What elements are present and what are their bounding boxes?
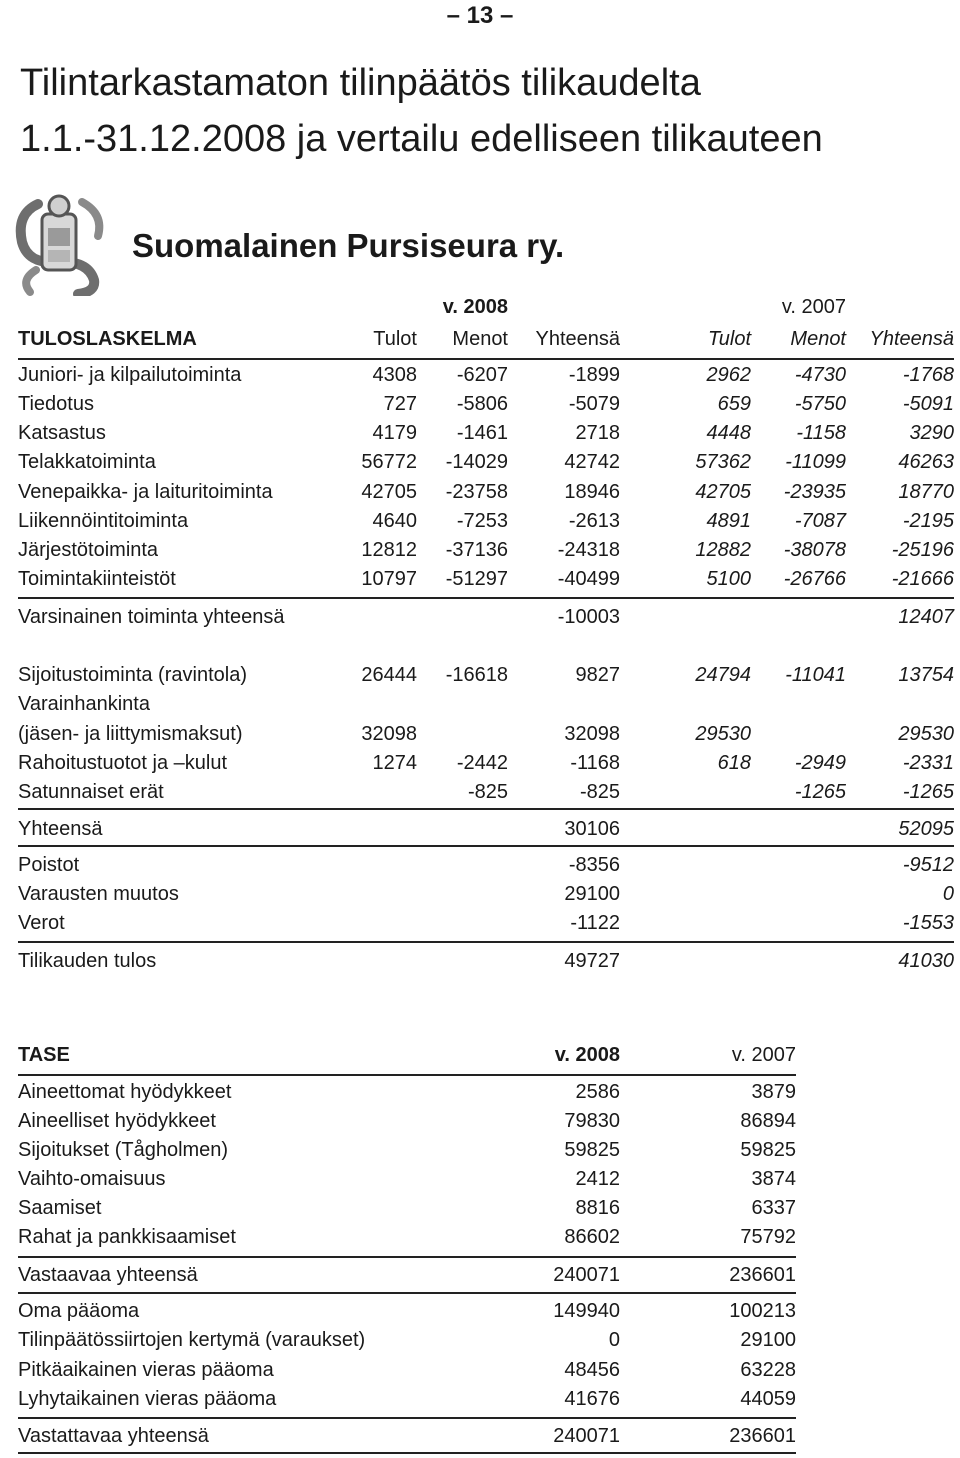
value-cell: -1553 (902, 912, 954, 934)
value-cell: -5750 (794, 393, 846, 415)
page-title (20, 55, 823, 167)
row-label: Liikennöintitoiminta (18, 510, 189, 532)
value-cell: 100213 (729, 1300, 796, 1322)
value-cell: 240071 (553, 1264, 620, 1286)
header-divider (18, 1074, 796, 1076)
value-cell: 52095 (898, 818, 954, 840)
value-cell: 86602 (564, 1226, 620, 1248)
value-cell: -2613 (568, 510, 620, 532)
value-cell: 59825 (740, 1139, 796, 1161)
value-cell: 9827 (575, 664, 620, 686)
value-cell: 75792 (740, 1226, 796, 1248)
value-cell: 4179 (372, 422, 417, 444)
row-label: Verot (18, 912, 65, 934)
column-header: Menot (790, 328, 846, 350)
row-label: Poistot (18, 854, 80, 876)
balance-row (0, 1422, 960, 1451)
value-cell: 18770 (898, 481, 954, 503)
value-cell: -1899 (568, 364, 620, 386)
value-cell: -6207 (456, 364, 508, 386)
row-label: (jäsen- ja liittymismaksut) (18, 723, 243, 745)
row-label: Vastattavaa yhteensä (18, 1425, 209, 1447)
value-cell: -5079 (568, 393, 620, 415)
value-cell: -1168 (570, 752, 620, 774)
value-cell: 2962 (706, 364, 751, 386)
value-cell: -1122 (570, 912, 620, 934)
value-cell: 8816 (575, 1197, 620, 1219)
value-cell: -23758 (445, 481, 508, 503)
value-cell: 2718 (575, 422, 620, 444)
value-cell: 44059 (740, 1388, 796, 1410)
value-cell: 0 (608, 1329, 620, 1351)
row-divider (18, 597, 954, 599)
value-cell: -2442 (456, 752, 508, 774)
balance-row (0, 1136, 960, 1165)
column-header: Yhteensä (535, 328, 620, 350)
value-cell: -10003 (557, 606, 620, 628)
row-label: Aineelliset hyödykkeet (18, 1110, 216, 1132)
value-cell: -1265 (794, 781, 846, 803)
value-cell: -51297 (445, 568, 508, 590)
row-label: Pitkäaikainen vieras pääoma (18, 1359, 274, 1381)
value-cell: -2331 (902, 752, 954, 774)
row-label: Toimintakiinteistöt (18, 568, 176, 590)
value-cell: -4730 (794, 364, 846, 386)
income-row (0, 419, 960, 448)
value-cell: -1461 (456, 422, 508, 444)
income-row (0, 390, 960, 419)
value-cell: 41030 (898, 950, 954, 972)
row-label: Varainhankinta (18, 693, 150, 715)
value-cell: 29530 (695, 723, 751, 745)
title-line-1: Tilintarkastamaton tilinpäätös tilikaudelta (20, 62, 701, 104)
balance-row (0, 1165, 960, 1194)
value-cell: -8356 (568, 854, 620, 876)
income-row (0, 749, 960, 778)
value-cell: 29100 (564, 883, 620, 905)
value-cell: -21666 (891, 568, 954, 590)
value-cell: -2949 (794, 752, 846, 774)
balance-row (0, 1078, 960, 1107)
value-cell: -7253 (456, 510, 508, 532)
value-cell: 56772 (361, 451, 417, 473)
value-cell: 42705 (361, 481, 417, 503)
balance-row (0, 1356, 960, 1385)
income-row (0, 690, 960, 719)
value-cell: 42742 (564, 451, 620, 473)
year-previous-label: v. 2007 (731, 1044, 796, 1066)
balance-row (0, 1326, 960, 1355)
value-cell: 2412 (575, 1168, 620, 1190)
balance-row (0, 1385, 960, 1414)
value-cell: 12882 (695, 539, 751, 561)
value-cell: 57362 (695, 451, 751, 473)
row-label: Telakkatoiminta (18, 451, 156, 473)
balance-row (0, 1107, 960, 1136)
club-logo-icon (8, 184, 112, 296)
row-label: Tiedotus (18, 393, 94, 415)
income-column-header (0, 325, 960, 354)
row-label: Yhteensä (18, 818, 103, 840)
row-label: Vastaavaa yhteensä (18, 1264, 198, 1286)
row-divider (18, 1417, 796, 1419)
income-row (0, 478, 960, 507)
balance-row (0, 1297, 960, 1326)
value-cell: -825 (467, 781, 508, 803)
value-cell: -9512 (902, 854, 954, 876)
value-cell: 12407 (898, 606, 954, 628)
row-label: Rahoitustuotot ja –kulut (18, 752, 228, 774)
value-cell: -40499 (557, 568, 620, 590)
value-cell: -38078 (783, 539, 846, 561)
page-number: – 13 – (446, 2, 514, 29)
row-label: Lyhytaikainen vieras pääoma (18, 1388, 277, 1410)
value-cell: -5806 (456, 393, 508, 415)
income-row (0, 361, 960, 390)
row-divider (18, 808, 954, 810)
value-cell: 1274 (372, 752, 417, 774)
value-cell: 46263 (898, 451, 954, 473)
row-label: Sijoitukset (Tågholmen) (18, 1139, 229, 1161)
value-cell: 149940 (553, 1300, 620, 1322)
value-cell: 63228 (740, 1359, 796, 1381)
value-cell: -25196 (891, 539, 954, 561)
income-row (0, 661, 960, 690)
column-header: Yhteensä (869, 328, 954, 350)
value-cell: 240071 (553, 1425, 620, 1447)
value-cell: 4448 (706, 422, 751, 444)
balance-sheet-heading: TASE (18, 1044, 70, 1066)
column-header: Tulot (708, 328, 751, 350)
income-row (0, 947, 960, 976)
income-row (0, 720, 960, 749)
value-cell: -11099 (785, 451, 846, 473)
row-label: Järjestötoiminta (18, 539, 159, 561)
title-line-2: 1.1.-31.12.2008 ja vertailu edelliseen tilikauteen (20, 118, 823, 160)
value-cell: 4308 (372, 364, 417, 386)
bottom-divider (18, 1452, 796, 1454)
value-cell: -11041 (785, 664, 846, 686)
column-header: Menot (452, 328, 508, 350)
year-current-label: v. 2008 (442, 296, 508, 318)
row-label: Oma pääoma (18, 1300, 140, 1322)
balance-row (0, 1261, 960, 1290)
income-row (0, 448, 960, 477)
value-cell: 3874 (751, 1168, 796, 1190)
value-cell: 5100 (706, 568, 751, 590)
value-cell: 79830 (564, 1110, 620, 1132)
value-cell: 727 (383, 393, 417, 415)
value-cell: 86894 (740, 1110, 796, 1132)
value-cell: 6337 (751, 1197, 796, 1219)
value-cell: -1768 (902, 364, 954, 386)
value-cell: 12812 (361, 539, 417, 561)
row-label: Juniori- ja kilpailutoiminta (18, 364, 242, 386)
income-statement-heading: TULOSLASKELMA (18, 328, 197, 350)
value-cell: 4640 (372, 510, 417, 532)
value-cell: 30106 (564, 818, 620, 840)
value-cell: 42705 (695, 481, 751, 503)
income-row (0, 507, 960, 536)
value-cell: 10797 (361, 568, 417, 590)
value-cell: -7087 (794, 510, 846, 532)
row-divider (18, 845, 954, 847)
value-cell: -16618 (445, 664, 508, 686)
value-cell: -5091 (902, 393, 954, 415)
value-cell: 4891 (706, 510, 751, 532)
header-divider (18, 358, 954, 360)
value-cell: 29530 (898, 723, 954, 745)
income-row (0, 815, 960, 844)
value-cell: 26444 (361, 664, 417, 686)
value-cell: 13754 (898, 664, 954, 686)
year-current-label: v. 2008 (554, 1044, 620, 1066)
row-label: Venepaikka- ja laituritoiminta (18, 481, 273, 503)
value-cell: -2195 (902, 510, 954, 532)
value-cell: 3879 (751, 1081, 796, 1103)
value-cell: -1158 (796, 422, 846, 444)
row-divider (18, 1256, 796, 1258)
value-cell: 659 (717, 393, 751, 415)
row-label: Varsinainen toiminta yhteensä (18, 606, 285, 628)
row-label: Tilikauden tulos (18, 950, 157, 972)
value-cell: -37136 (445, 539, 508, 561)
row-label: Katsastus (18, 422, 106, 444)
value-cell: -14029 (445, 451, 508, 473)
income-row (0, 536, 960, 565)
value-cell: -23935 (783, 481, 846, 503)
row-label: Sijoitustoiminta (ravintola) (18, 664, 247, 686)
row-label: Aineettomat hyödykkeet (18, 1081, 232, 1103)
value-cell: 24794 (695, 664, 751, 686)
value-cell: 2586 (575, 1081, 620, 1103)
row-label: Vaihto-omaisuus (18, 1168, 166, 1190)
value-cell: 59825 (564, 1139, 620, 1161)
balance-row (0, 1223, 960, 1252)
income-year-header (0, 293, 960, 322)
year-previous-label: v. 2007 (781, 296, 846, 318)
value-cell: 3290 (909, 422, 954, 444)
value-cell: 236601 (729, 1425, 796, 1447)
row-label: Varausten muutos (18, 883, 179, 905)
value-cell: -825 (579, 781, 620, 803)
value-cell: -24318 (557, 539, 620, 561)
row-label: Saamiset (18, 1197, 102, 1219)
value-cell: 29100 (740, 1329, 796, 1351)
row-label: Tilinpäätössiirtojen kertymä (varaukset) (18, 1329, 366, 1351)
value-cell: 32098 (564, 723, 620, 745)
balance-row (0, 1194, 960, 1223)
income-row (0, 565, 960, 594)
value-cell: 236601 (729, 1264, 796, 1286)
balance-header (0, 1041, 960, 1070)
row-divider (18, 941, 954, 943)
value-cell: -1265 (902, 781, 954, 803)
income-row (0, 778, 960, 807)
value-cell: 41676 (564, 1388, 620, 1410)
value-cell: 32098 (361, 723, 417, 745)
row-label: Rahat ja pankkisaamiset (18, 1226, 236, 1248)
column-header: Tulot (373, 328, 417, 350)
value-cell: 48456 (564, 1359, 620, 1381)
row-divider (18, 1292, 796, 1294)
value-cell: -26766 (783, 568, 846, 590)
value-cell: 618 (717, 752, 751, 774)
row-label: Satunnaiset erät (18, 781, 164, 803)
income-row (0, 851, 960, 880)
value-cell: 0 (942, 883, 954, 905)
income-row (0, 880, 960, 909)
organization-name: Suomalainen Pursiseura ry. (132, 227, 565, 264)
income-row (0, 909, 960, 938)
income-row (0, 603, 960, 632)
value-cell: 18946 (564, 481, 620, 503)
value-cell: 49727 (564, 950, 620, 972)
